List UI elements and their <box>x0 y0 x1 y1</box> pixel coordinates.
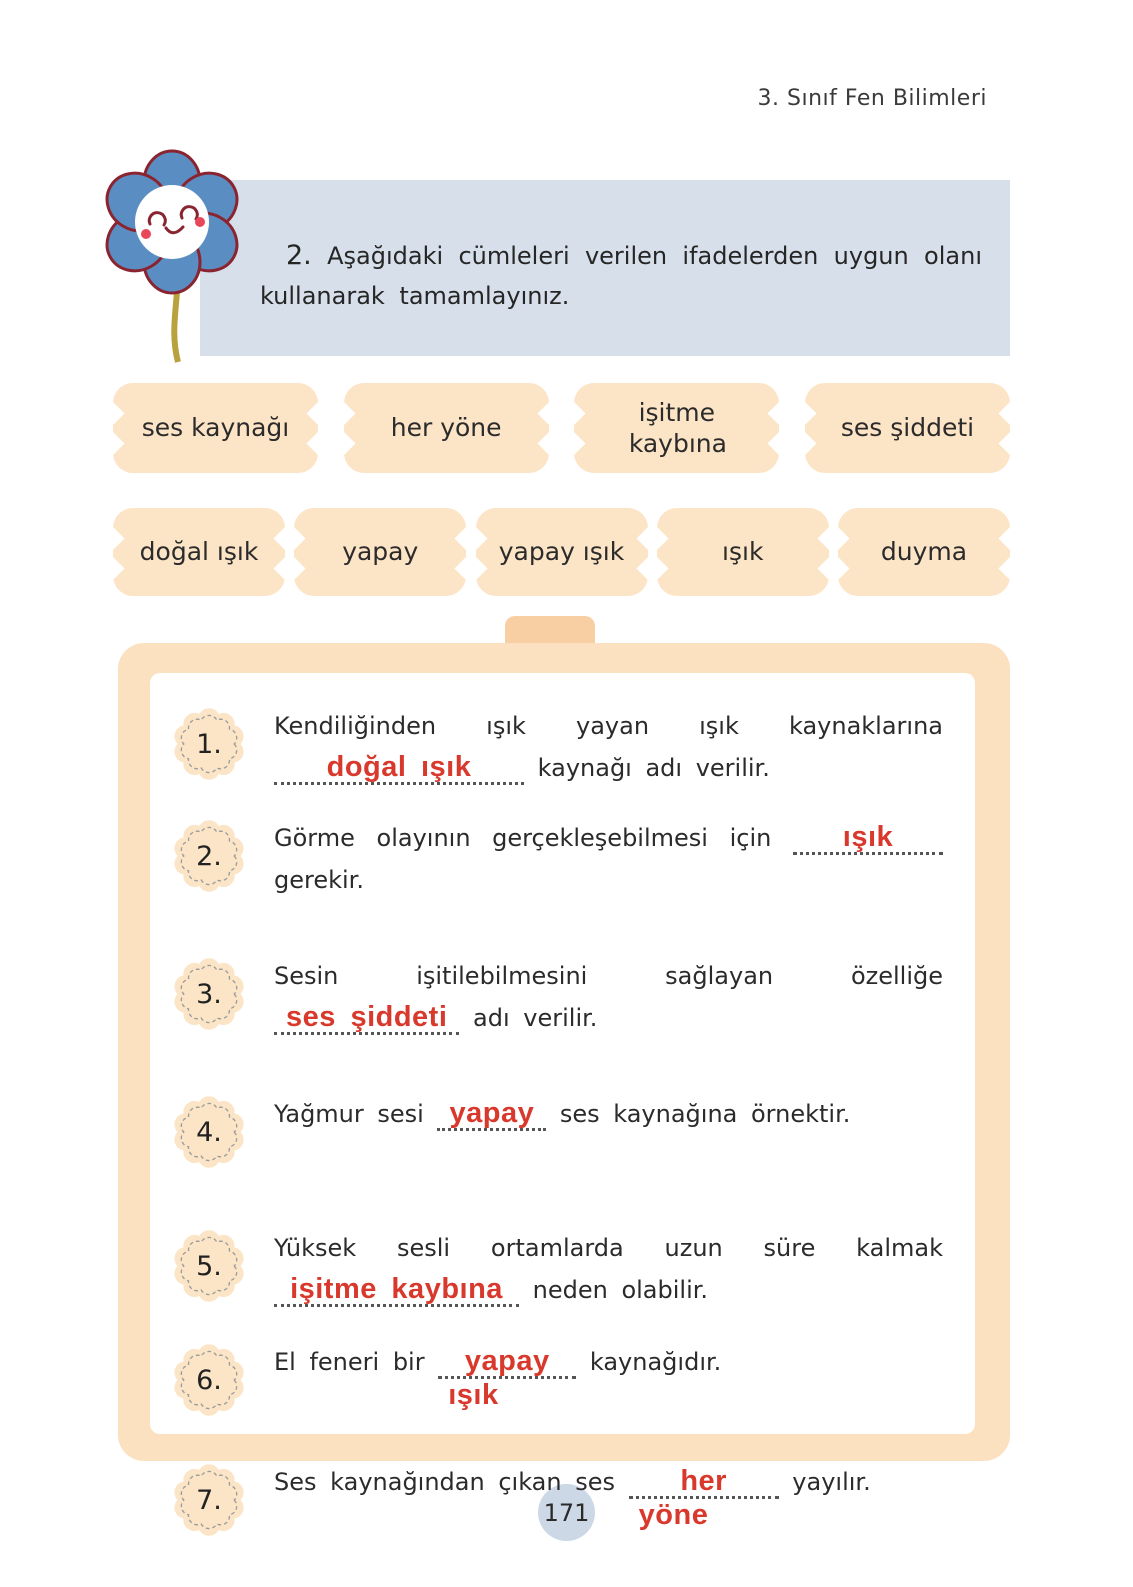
chip-label: yapay ışık <box>498 537 625 567</box>
question-after: yayılır. <box>792 1468 871 1496</box>
question-number-badge <box>170 1461 248 1539</box>
question-1 <box>170 705 943 789</box>
question-number: 3. <box>196 978 222 1010</box>
question-before: Sesin işitilebilmesini sağlayan özelliğe <box>274 962 943 990</box>
question-before: Görme olayının gerçekleşebilmesi için <box>274 824 772 852</box>
question-number-badge <box>170 1341 248 1419</box>
question-before: Ses kaynağından çıkan ses <box>274 1468 615 1496</box>
flower-mascot-icon <box>90 144 258 366</box>
question-text <box>274 817 943 901</box>
answer-text: ışık <box>842 821 894 853</box>
answer-text: her <box>680 1465 727 1497</box>
flower-icon <box>90 144 258 366</box>
word-bank-row-2 <box>113 508 1010 596</box>
question-2 <box>170 817 943 901</box>
question-number-badge <box>170 955 248 1033</box>
question-after: gerekir. <box>274 866 364 894</box>
question-after: ses kaynağına örnektir. <box>559 1100 851 1128</box>
question-after: adı verilir. <box>473 1004 598 1032</box>
word-bank <box>113 383 1010 596</box>
question-after: kaynağı adı verilir. <box>537 754 770 782</box>
answer-blank <box>629 1465 779 1531</box>
instruction-number: 2. <box>286 240 312 271</box>
answer-text: yapay <box>464 1345 550 1377</box>
question-number: 6. <box>196 1364 222 1396</box>
word-chip-yapay <box>294 508 466 596</box>
word-chip-ses-kaynagi <box>113 383 318 473</box>
word-chip-ses-siddeti <box>805 383 1010 473</box>
answer-blank <box>437 1099 546 1131</box>
page-number: 171 <box>543 1498 590 1527</box>
question-number: 4. <box>196 1116 222 1148</box>
question-number-badge <box>170 705 248 783</box>
instruction-box <box>200 180 1010 356</box>
chip-label: doğal ışık <box>139 537 259 567</box>
word-chip-yapay-isik <box>476 508 648 596</box>
question-text <box>274 955 943 1039</box>
question-text <box>274 1227 943 1311</box>
question-text <box>274 1341 943 1411</box>
chip-label: işitme kaybına <box>628 397 727 458</box>
answer-text-line2: ışık <box>448 1379 499 1411</box>
question-text <box>274 1093 943 1135</box>
chip-label: ses şiddeti <box>840 413 975 443</box>
page-header: 3. Sınıf Fen Bilimleri <box>757 86 987 111</box>
chip-label: ışık <box>722 537 764 567</box>
word-chip-dogal-isik <box>113 508 285 596</box>
question-before: Kendiliğinden ışık yayan ışık kaynaklarına <box>274 712 943 740</box>
question-3 <box>170 955 943 1039</box>
chip-label: yapay <box>342 537 419 567</box>
instruction-text <box>200 180 1010 316</box>
answer-blank <box>274 1275 519 1307</box>
instruction-body: Aşağıdaki cümleleri verilen ifadelerden uygun olanı kullanarak tamamlayınız. <box>260 242 982 311</box>
question-6 <box>170 1341 943 1419</box>
question-number-badge <box>170 1227 248 1305</box>
question-before: Yağmur sesi <box>274 1100 424 1128</box>
question-before: El feneri bir <box>274 1348 425 1376</box>
answer-text: doğal ışık <box>326 751 472 783</box>
word-chip-her-yone <box>344 383 549 473</box>
answer-text-line2: yöne <box>638 1499 709 1531</box>
question-number-badge <box>170 817 248 895</box>
answer-text: işitme kaybına <box>290 1273 503 1305</box>
question-4 <box>170 1093 943 1171</box>
question-number: 1. <box>196 728 222 760</box>
question-before: Yüksek sesli ortamlarda uzun süre kalmak <box>274 1234 943 1262</box>
question-5 <box>170 1227 943 1311</box>
word-bank-row-1 <box>113 383 1010 473</box>
question-number: 7. <box>196 1484 222 1516</box>
word-chip-isik <box>657 508 829 596</box>
answer-blank <box>438 1345 576 1411</box>
question-text <box>274 705 943 789</box>
question-number: 2. <box>196 840 222 872</box>
question-number-badge <box>170 1093 248 1171</box>
word-chip-duyma <box>838 508 1010 596</box>
word-chip-isitme-kaybina <box>574 383 779 473</box>
answer-text: ses şiddeti <box>286 1001 448 1033</box>
chip-label: duyma <box>880 537 968 567</box>
chip-label: ses kaynağı <box>141 413 290 443</box>
question-7 <box>170 1461 943 1539</box>
answer-blank <box>274 753 524 785</box>
question-after: neden olabilir. <box>532 1276 709 1304</box>
question-number: 5. <box>196 1250 222 1282</box>
answer-blank <box>793 823 943 855</box>
question-after: kaynağıdır. <box>589 1348 722 1376</box>
answer-text: yapay <box>449 1097 535 1129</box>
answer-blank <box>274 1003 459 1035</box>
chip-label: her yöne <box>390 413 502 443</box>
